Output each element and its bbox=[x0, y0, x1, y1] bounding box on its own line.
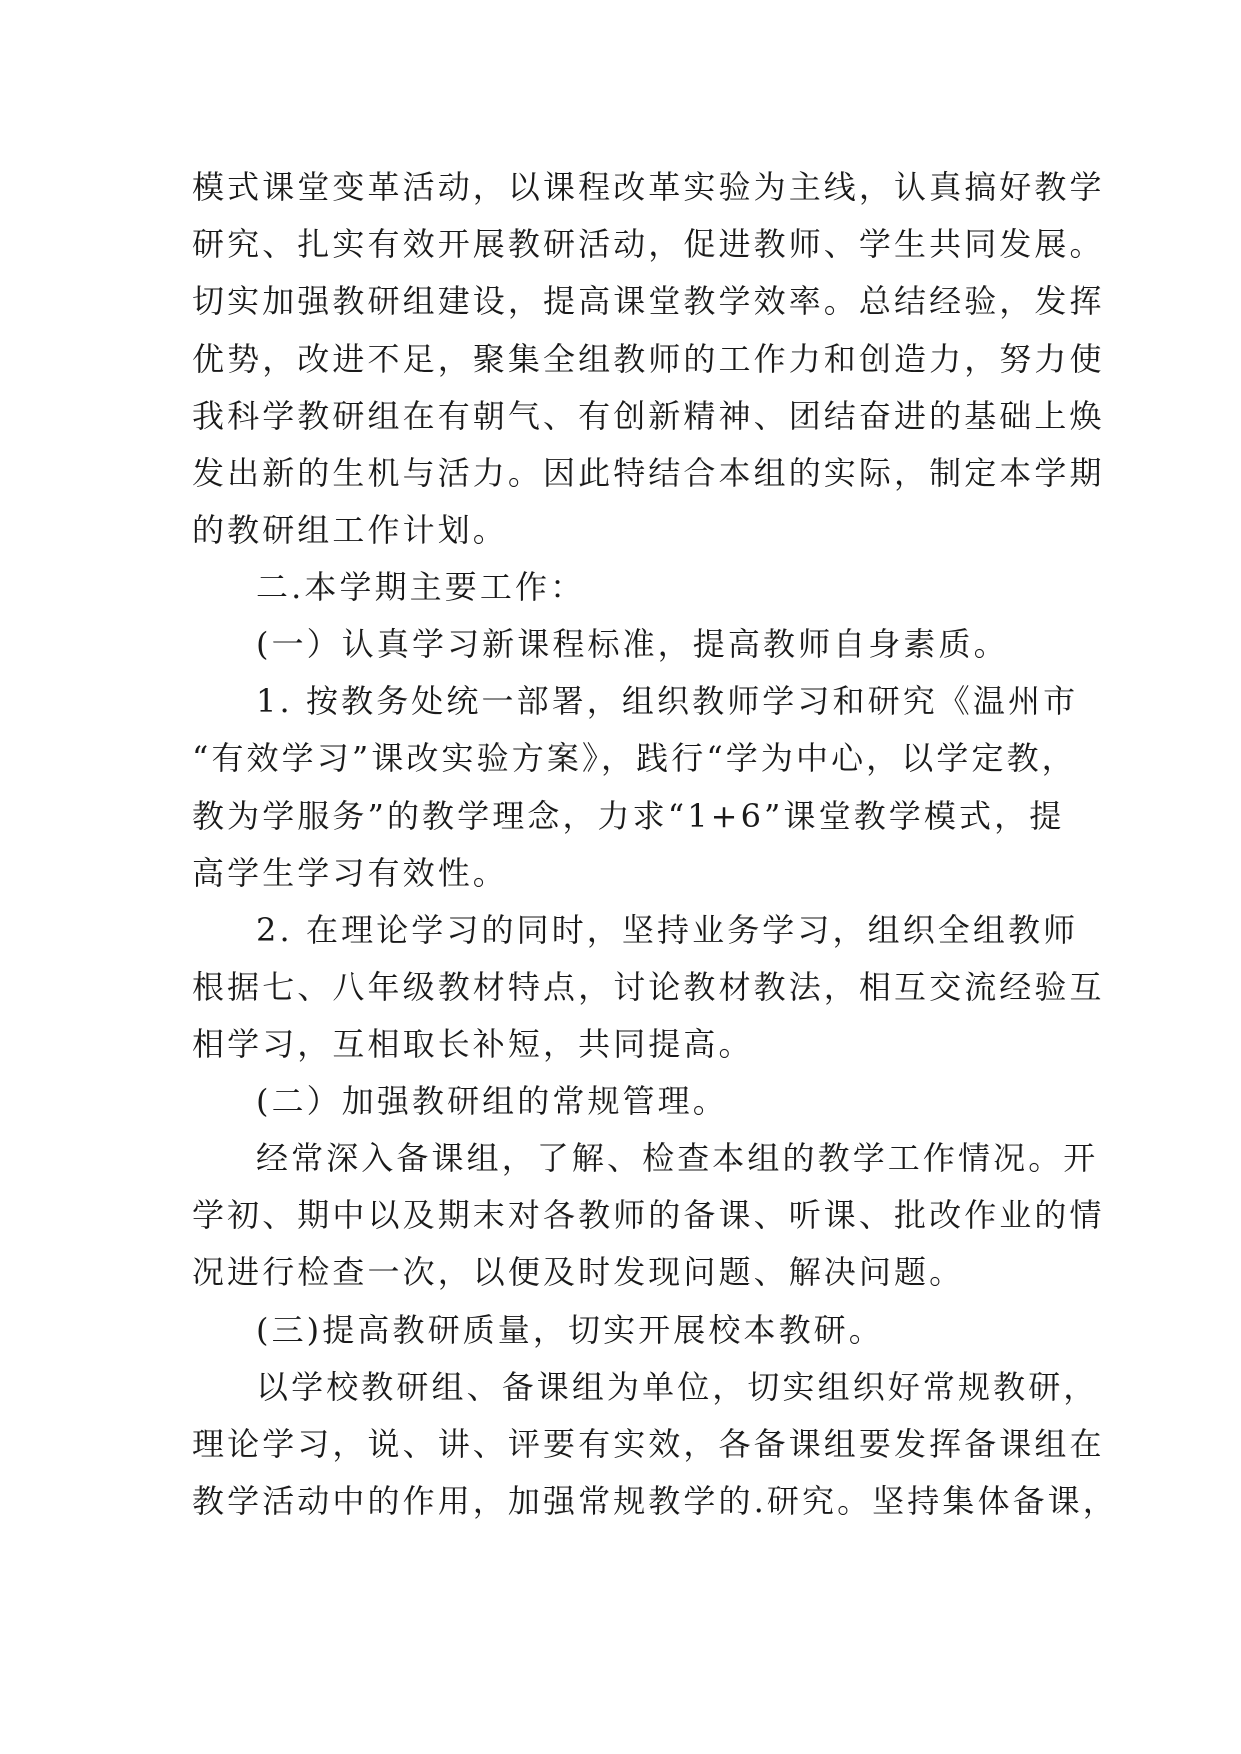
text-line: 高学生学习有效性。 bbox=[192, 854, 508, 892]
text-line: 教学活动中的作用，加强常规教学的.研究。坚持集体备课， bbox=[192, 1482, 1118, 1520]
text-line: 模式课堂变革活动，以课程改革实验为主线，认真搞好教学 bbox=[192, 168, 1105, 206]
text-line: 根据七、八年级教材特点，讨论教材教法，相互交流经验互 bbox=[192, 968, 1105, 1006]
text-line: 相学习，互相取长补短，共同提高。 bbox=[192, 1025, 754, 1063]
subsection-heading: (一）认真学习新课程标准，提高教师自身素质。 bbox=[256, 625, 1009, 663]
text-line: 切实加强教研组建设，提高课堂教学效率。总结经验，发挥 bbox=[192, 282, 1105, 320]
text-line: 教为学服务”的教学理念，力求“1+6”课堂教学模式，提 bbox=[192, 797, 1065, 835]
text-line: 的教研组工作计划。 bbox=[192, 511, 508, 549]
text-line: 1. 按教务处统一部署，组织教师学习和研究《温州市 bbox=[256, 682, 1079, 720]
text-line: 学初、期中以及期末对各教师的备课、听课、批改作业的情 bbox=[192, 1196, 1105, 1234]
text-line: 况进行检查一次，以便及时发现问题、解决问题。 bbox=[192, 1253, 965, 1291]
subsection-heading: (三)提高教研质量，切实开展校本教研。 bbox=[256, 1311, 884, 1349]
subsection-heading: (二）加强教研组的常规管理。 bbox=[256, 1082, 728, 1120]
text-line: “有效学习”课改实验方案》，践行“学为中心，以学定教， bbox=[192, 739, 1077, 777]
text-line: 以学校教研组、备课组为单位，切实组织好常规教研， bbox=[256, 1368, 1099, 1406]
text-line: 2. 在理论学习的同时，坚持业务学习，组织全组教师 bbox=[256, 911, 1079, 949]
text-line: 理论学习，说、讲、评要有实效，各备课组要发挥备课组在 bbox=[192, 1425, 1105, 1463]
section-heading: 二.本学期主要工作： bbox=[256, 568, 586, 606]
text-line: 我科学教研组在有朝气、有创新精神、团结奋进的基础上焕 bbox=[192, 397, 1105, 435]
text-line: 研究、扎实有效开展教研活动，促进教师、学生共同发展。 bbox=[192, 225, 1105, 263]
text-line: 优势，改进不足，聚集全组教师的工作力和创造力，努力使 bbox=[192, 340, 1105, 378]
text-line: 发出新的生机与活力。因此特结合本组的实际，制定本学期 bbox=[192, 454, 1105, 492]
text-line: 经常深入备课组，了解、检查本组的教学工作情况。开 bbox=[256, 1139, 1099, 1177]
